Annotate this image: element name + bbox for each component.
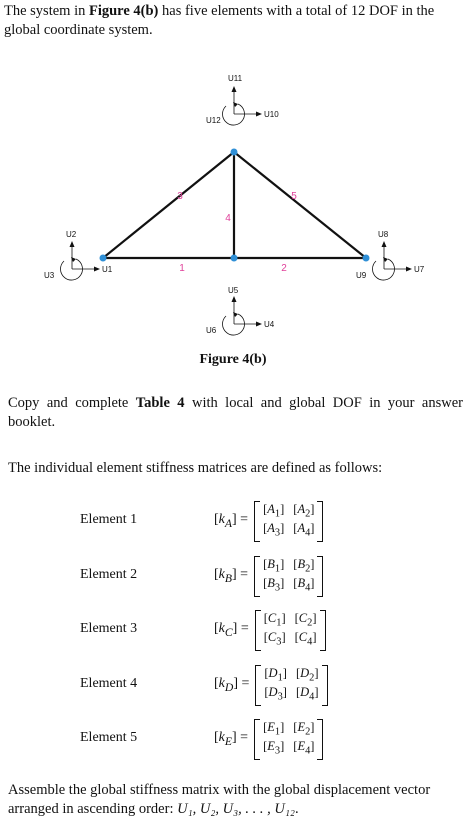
figure-caption: Figure 4(b) [199, 352, 267, 367]
stiffness-equation [214, 719, 323, 757]
matrix-cell-11: $[B_1]$ [263, 556, 285, 574]
element-row [0, 720, 466, 756]
matrix-cell-22: $[E_4]$ [293, 739, 315, 757]
matrix-cell-12: $[D_2]$ [295, 665, 319, 683]
element-name: Element 2 [80, 567, 138, 582]
stiffness-matrix [254, 501, 323, 542]
member-left-diagonal [103, 152, 234, 258]
element-label-5: 5 [291, 191, 297, 202]
matrix-cell-21: $[C_3]$ [263, 630, 286, 648]
node-top [231, 149, 238, 156]
dof-label-u4: U4 [264, 320, 275, 329]
table-reference: Table 4 [135, 395, 185, 411]
dof-label-u1: U1 [102, 265, 113, 274]
dof-label-u11: U11 [228, 74, 243, 83]
truss-diagram [0, 60, 466, 390]
dof-label-u8: U8 [378, 230, 389, 239]
stiffness-symbol: $[k_A]$ = [214, 512, 249, 530]
stiffness-equation [214, 610, 326, 648]
stiffness-symbol: $[k_C]$ = [214, 621, 249, 639]
dof-label-u7: U7 [414, 265, 425, 274]
figure-reference: Figure 4(b) [88, 3, 159, 19]
dof-symbol-top [223, 90, 258, 125]
dof-label-u6: U6 [206, 326, 217, 335]
matrix-right-bracket [322, 665, 328, 706]
stiffness-symbol: $[k_D]$ = [214, 676, 250, 694]
definitions-intro: The individual element stiffness matrices are defined as follows: [8, 460, 383, 476]
element-label-4: 4 [225, 213, 231, 224]
dof-symbol-left [61, 245, 96, 280]
element-name: Element 5 [80, 730, 138, 745]
stiffness-matrix [255, 665, 327, 706]
node-left [100, 255, 107, 262]
element-row [0, 611, 466, 647]
intro-text: The system in Figure 4(b) has five elements with a total of 12 DOF in the global coordinate system. [4, 3, 435, 38]
element-row [0, 666, 466, 702]
dof-symbol-bottom [223, 300, 258, 335]
matrix-cell-21: $[D_3]$ [264, 685, 287, 703]
dof-label-u2: U2 [66, 230, 77, 239]
matrix-cell-11: $[E_1]$ [263, 719, 285, 737]
member-right-diagonal [234, 152, 366, 258]
matrix-cell-22: $[B_4]$ [293, 576, 315, 594]
node-bottom [231, 255, 238, 262]
element-label-1: 1 [179, 263, 185, 274]
dof-label-u5: U5 [228, 286, 239, 295]
matrix-cell-11: $[A_1]$ [263, 501, 285, 519]
matrix-cell-11: $[C_1]$ [263, 610, 286, 628]
stiffness-matrix [254, 556, 323, 597]
matrix-cell-21: $[A_3]$ [263, 521, 285, 539]
matrix-cell-12: $[B_2]$ [293, 556, 315, 574]
matrix-cell-11: $[D_1]$ [264, 665, 287, 683]
element-row [0, 557, 466, 593]
matrix-cell-12: $[E_2]$ [293, 719, 315, 737]
stiffness-matrix [254, 719, 323, 760]
stiffness-symbol: $[k_B]$ = [214, 567, 249, 585]
dof-sequence: U₁, U₂, U₃, . . . , U₁₂ [177, 801, 295, 817]
element-label-3: 3 [177, 191, 183, 202]
element-row [0, 502, 466, 538]
copy-instruction: Copy and complete Table 4 with local and global DOF in your answer booklet. [8, 395, 463, 430]
element-name: Element 1 [80, 512, 138, 527]
matrix-right-bracket [317, 556, 323, 597]
matrix-cell-21: $[B_3]$ [263, 576, 285, 594]
matrix-cell-12: $[A_2]$ [293, 501, 315, 519]
dof-label-u9: U9 [356, 271, 367, 280]
assemble-instruction: Assemble the global stiffness matrix with the global displacement vector arranged in ascending order: U₁, U₂, U₃, . . . , U₁₂. [8, 782, 431, 817]
element-name: Element 4 [80, 676, 138, 691]
matrix-cell-22: $[C_4]$ [294, 630, 317, 648]
dof-label-u3: U3 [44, 271, 55, 280]
matrix-right-bracket [320, 610, 326, 651]
matrix-cell-12: $[C_2]$ [294, 610, 317, 628]
dof-symbol-right [373, 245, 408, 280]
node-right [363, 255, 370, 262]
matrix-cell-22: $[A_4]$ [293, 521, 315, 539]
element-name: Element 3 [80, 621, 138, 636]
dof-label-u10: U10 [264, 110, 279, 119]
stiffness-equation [214, 665, 328, 703]
dof-label-u12: U12 [206, 116, 221, 125]
element-label-2: 2 [281, 263, 287, 274]
matrix-cell-21: $[E_3]$ [263, 739, 285, 757]
stiffness-symbol: $[k_E]$ = [214, 730, 249, 748]
matrix-cell-22: $[D_4]$ [295, 685, 319, 703]
stiffness-equation [214, 501, 323, 539]
matrix-right-bracket [317, 719, 323, 760]
stiffness-equation [214, 556, 323, 594]
matrix-right-bracket [317, 501, 323, 542]
truss-members [103, 152, 366, 258]
stiffness-matrix [255, 610, 326, 651]
